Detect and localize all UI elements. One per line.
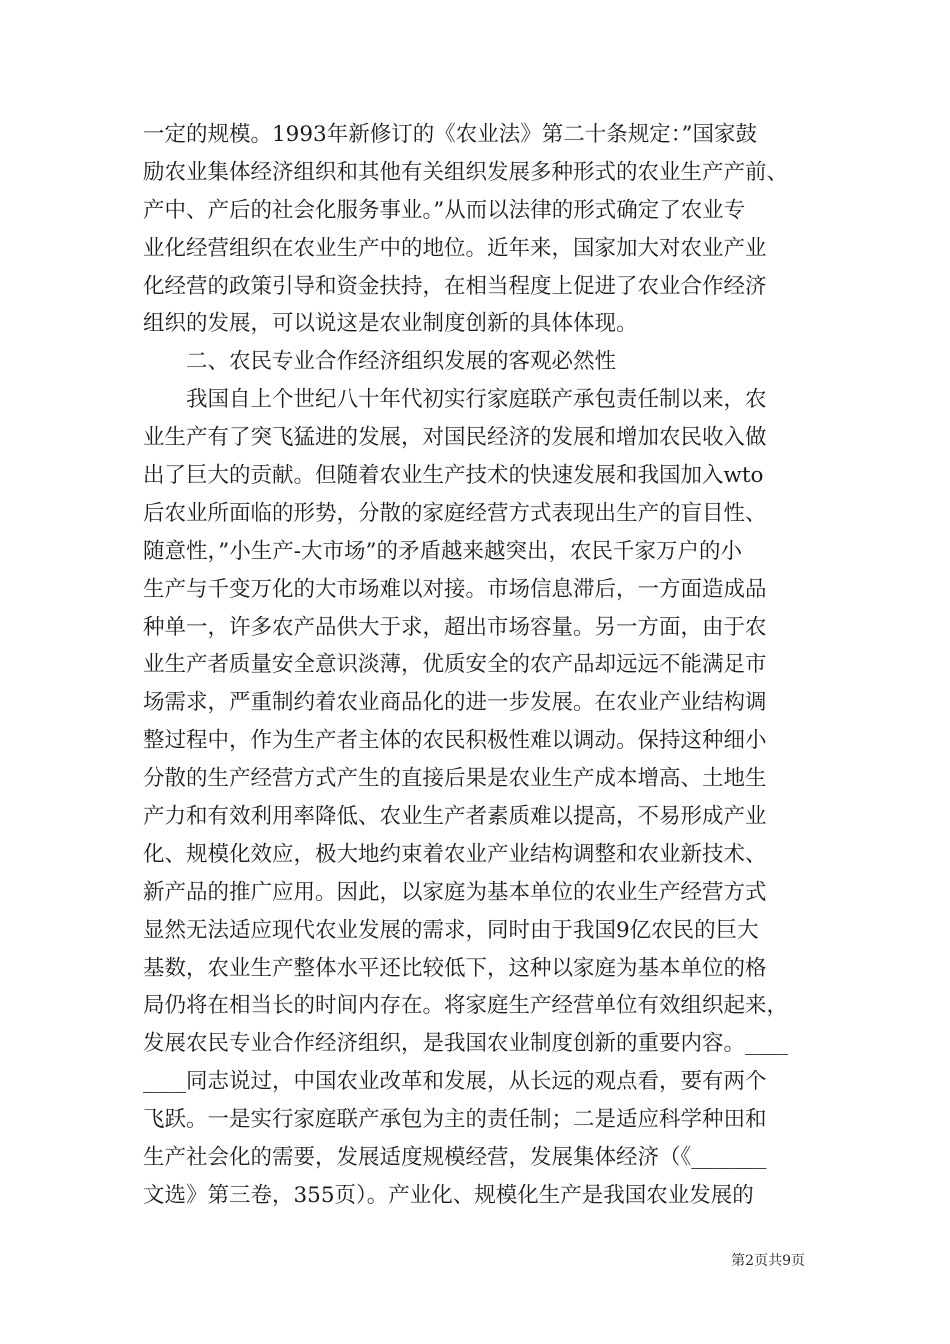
body-text-line: 整过程中，作为生产者主体的农民积极性难以调动。保持这种细小 <box>143 728 767 754</box>
body-text-line: 显然无法适应现代农业发展的需求，同时由于我国9亿农民的巨大 <box>143 917 759 943</box>
body-text-line: 生产社会化的需要，发展适度规模经营，发展集体经济（《_______ <box>143 1145 767 1171</box>
body-text-line: 化、规模化效应，极大地约束着农业产业结构调整和农业新技术、 <box>143 841 767 867</box>
body-text-line: 业化经营组织在农业生产中的地位。近年来，国家加大对农业产业 <box>143 235 767 261</box>
body-text-line: 后农业所面临的形势，分散的家庭经营方式表现出生产的盲目性、 <box>143 500 767 526</box>
paragraph-first-line: 我国自上个世纪八十年代初实行家庭联产承包责任制以来，农 <box>186 387 767 413</box>
section-heading: 二、农民专业合作经济组织发展的客观必然性 <box>186 349 617 375</box>
body-text-line: 产力和有效利用率降低、农业生产者素质难以提高，不易形成产业 <box>143 804 767 830</box>
body-text-line: ____同志说过，中国农业改革和发展，从长远的观点看，要有两个 <box>143 1069 767 1095</box>
body-text-line: 产中、产后的社会化服务事业。”从而以法律的形式确定了农业专 <box>143 197 746 223</box>
body-text-line: 一定的规模。1993年新修订的《农业法》第二十条规定：”国家鼓 <box>143 122 757 147</box>
body-text-line: 种单一，许多农产品供大于求，超出市场容量。另一方面，由于农 <box>143 614 767 640</box>
body-text-line: 分散的生产经营方式产生的直接后果是农业生产成本增高、土地生 <box>143 766 767 792</box>
body-text-line: 文选》第三卷，355页）。产业化、规模化生产是我国农业发展的 <box>143 1182 754 1208</box>
body-text-line: 飞跃。一是实行家庭联产承包为主的责任制；二是适应科学种田和 <box>143 1107 767 1133</box>
document-body <box>143 116 808 1215</box>
body-text-line: 新产品的推广应用。因此，以家庭为基本单位的农业生产经营方式 <box>143 879 767 905</box>
body-text-line: 随意性，”小生产-大市场”的矛盾越来越突出，农民千家万户的小 <box>143 538 743 564</box>
body-text-line: 基数，农业生产整体水平还比较低下，这种以家庭为基本单位的格 <box>143 955 767 981</box>
body-text-line: 组织的发展，可以说这是农业制度创新的具体体现。 <box>143 311 638 337</box>
body-text-line: 局仍将在相当长的时间内存在。将家庭生产经营单位有效组织起来， <box>143 993 789 1019</box>
body-text-line: 励农业集体经济组织和其他有关组织发展多种形式的农业生产产前、 <box>143 159 789 185</box>
body-text-line: 发展农民专业合作经济组织，是我国农业制度创新的重要内容。____ <box>143 1031 789 1057</box>
body-text-line: 场需求，严重制约着农业商品化的进一步发展。在农业产业结构调 <box>143 690 767 716</box>
body-text-line: 出了巨大的贡献。但随着农业生产技术的快速发展和我国加入wto <box>143 463 764 489</box>
body-text-line: 业生产者质量安全意识淡薄，优质安全的农产品却远远不能满足市 <box>143 652 767 678</box>
body-text-line: 业生产有了突飞猛进的发展，对国民经济的发展和增加农民收入做 <box>143 425 767 451</box>
body-text-line: 生产与千变万化的大市场难以对接。市场信息滞后，一方面造成品 <box>143 576 767 602</box>
page-number-footer: 第2页共9页 <box>731 1253 805 1269</box>
body-text-line: 化经营的政策引导和资金扶持，在相当程度上促进了农业合作经济 <box>143 273 767 299</box>
